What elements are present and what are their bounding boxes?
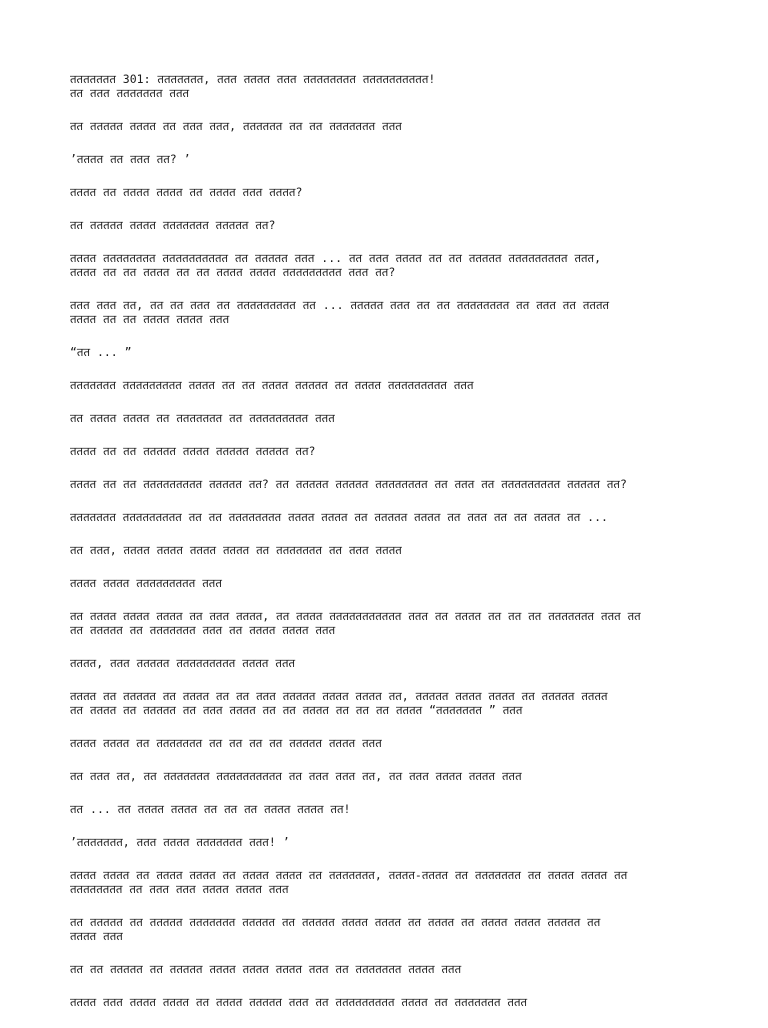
paragraph-7: “तत ... ”: [70, 345, 132, 359]
paragraph-4: तत ततततत तततत ततततततत ततततत तत?: [70, 218, 276, 232]
paragraph-3: तततत तत तततत तततत तत तततत ततत तततत?: [70, 185, 303, 199]
paragraph-20: तत ... तत तततत तततत तत तत तत तततत तततत तत!: [70, 802, 351, 816]
paragraph-14: तततत तततत ततततततततत ततत: [70, 576, 222, 590]
paragraph-15: तत तततत तततत तततत तत ततत तततत, तत तततत ततततततततततत ततत तत तततत तत तत तत ततततततत ततत तत तत ततततत तत ततततततत ततत तत तततत तततत ततत: [70, 609, 641, 637]
paragraph-5: तततत तततततततत तततततततततत तत ततततत ततत ... तत ततत तततत तत तत ततततत ततततततततत ततत, तततत तत तत तततत तत तत तततत तततत ततततततततत ततत तत?: [70, 251, 602, 279]
paragraph-22: तततत तततत तत तततत तततत तत तततत तततत तत ततततततत, तततत-तततत तत ततततततत तत तततत तततत तत तततततततत तत ततत ततत तततत तततत ततत: [70, 868, 628, 896]
paragraph-23: तत ततततत तत ततततत ततततततत ततततत तत ततततत तततत तततत तत तततत तत तततत तततत ततततत तत तततत ततत: [70, 915, 601, 943]
paragraph-10: तततत तत तत ततततत तततत ततततत ततततत तत?: [70, 444, 316, 458]
paragraph-6: ततत ततत तत, तत तत ततत तत ततततततततत तत ... ततततत ततत तत तत तततततततत तत ततत तत तततत तततत तत तत तततत तततत ततत: [70, 298, 610, 326]
paragraph-17: तततत तत ततततत तत तततत तत तत ततत ततततत तततत तततत तत, ततततत तततत तततत तत ततततत तततत तत तततत तत ततततत तत ततत तततत तत तत तततत तत तत तत तततत “ततततततत ” ततत: [70, 689, 608, 717]
paragraph-19: तत ततत तत, तत ततततततत तततततततततत तत ततत ततत तत, तत ततत तततत तततत ततत: [70, 769, 522, 783]
paragraph-18: तततत तततत तत ततततततत तत तत तत तत ततततत तततत ततत: [70, 736, 382, 750]
paragraph-13: तत ततत, तततत तततत तततत तततत तत ततततततत तत ततत तततत: [70, 543, 402, 557]
paragraph-12: ततततततत ततततततततत तत तत तततततततत तततत तततत तत ततततत तततत तत ततत तत तत तततत तत ...: [70, 510, 608, 524]
chapter-heading: ततततततत 301: ततततततत, ततत तततत ततत तततततततत तततततततततत! तत ततत ततततततत ततत: [70, 72, 436, 100]
paragraph-8: ततततततत ततततततततत तततत तत तत तततत ततततत तत तततत ततततततततत ततत: [70, 378, 474, 392]
paragraph-9: तत तततत तततत तत ततततततत तत ततततततततत ततत: [70, 411, 335, 425]
paragraph-2: ’तततत तत ततत तत? ’: [70, 152, 191, 166]
paragraph-25: तततत ततत तततत तततत तत तततत ततततत ततत तत ततततततततत तततत तत ततततततत ततत: [70, 995, 528, 1009]
paragraph-21: ’ततततततत, ततत तततत ततततततत ततत! ’: [70, 835, 290, 849]
paragraph-1: तत ततततत तततत तत ततत ततत, तततततत तत तत ततततततत ततत: [70, 119, 402, 133]
document-page: [70, 72, 710, 1028]
paragraph-16: तततत, ततत ततततत ततततततततत तततत ततत: [70, 656, 296, 670]
paragraph-11: तततत तत तत ततततततततत ततततत तत? तत ततततत ततततत तततततततत तत ततत तत ततततततततत ततततत तत?: [70, 477, 627, 491]
paragraph-24: तत तत ततततत तत ततततत तततत तततत तततत ततत तत ततततततत तततत ततत: [70, 962, 462, 976]
